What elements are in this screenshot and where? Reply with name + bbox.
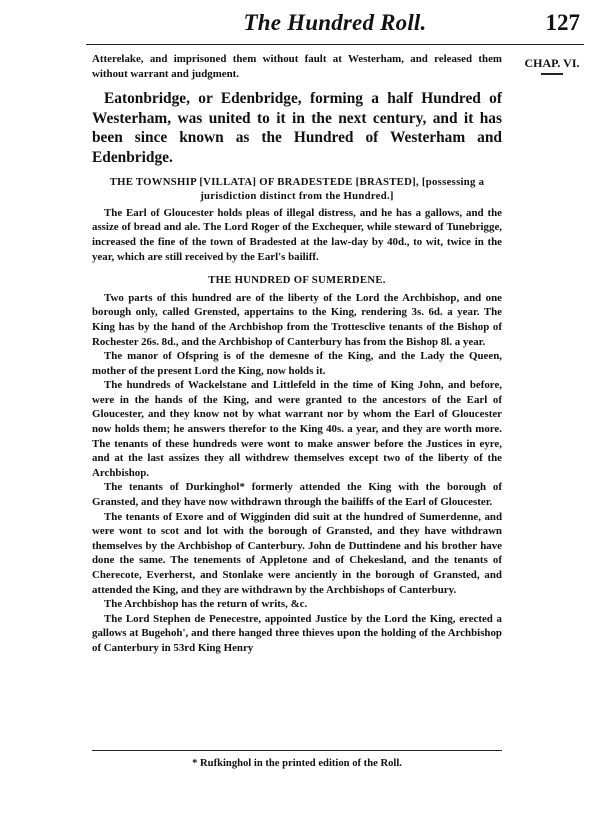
paragraph-continuation: Atterelake, and imprisoned them without fault at Westerham, and released them without warrant and judgment.	[92, 53, 502, 80]
chapter-label: CHAP. VI.	[524, 56, 580, 70]
section-heading-bradestede: THE TOWNSHIP [VILLATA] OF BRADESTEDE [BRASTED], [possessing a jurisdiction distinct from the Hundred.]	[109, 175, 485, 203]
footnote-rule	[92, 750, 502, 751]
paragraph-penecestre: The Lord Stephen de Penecestre, appointed Justice by the Lord the King, erected a gallows at Bugehoh', and there hanged three thieves upon the holding of the Archbishop of Canterbury in 53rd King Henry	[92, 612, 502, 654]
main-text	[92, 52, 502, 656]
chapter-side-note	[514, 56, 590, 75]
footnote: * Rufkinghol in the printed edition of the Roll.	[192, 758, 402, 769]
paragraph-wackelstane: The hundreds of Wackelstane and Littlefeld in the time of King John, and before, were in the hands of the King, and were granted to the ancestors of the Earl of Gloucester, and they know not by what warrant nor by whom the Earl of Gloucester now holds them; he answers therefor to the King 40s. a year, and they are worth more. The tenants of these hundreds were wont to make answer before the Justices in eyre, and at the last assizes they all withdrew themselves except two of the liberty of the Archbishop.	[92, 379, 502, 479]
paragraph-exore: The tenants of Exore and of Wigginden did suit at the hundred of Sumerdenne, and were wont to scot and lot with the borough of Gransted, and they have withdrawn themselves by the Archbishop of Canterbury. John de Duttindene and his brother have done the same. The tenements of Appletone and of Chekesland, and the tenants of Cherecote, Everherst, and Stonlake were anciently in the borough of Gransted, and attended the King, and they are withdrawn by the Archbishops of Canterbury.	[92, 510, 502, 596]
running-head	[86, 10, 584, 38]
paragraph-two-parts: Two parts of this hundred are of the liberty of the Lord the Archbishop, and one borough only, called Grensted, appertains to the King, rendering 3s. 6d. a year. The King has by the hand of the Archbishop from the Trottesclive tenants of the Bishop of Rochester 26s. 8d., and the Archbishop of Canterbury has from the Bishop 8l. a year.	[92, 291, 502, 348]
chapter-rule	[541, 73, 563, 75]
running-title: The Hundred Roll.	[243, 10, 427, 35]
header-rule	[86, 44, 584, 45]
section-heading-sumerdene: THE HUNDRED OF SUMERDENE.	[208, 274, 386, 287]
paragraph-edenbridge: Eatonbridge, or Edenbridge, forming a half Hundred of Westerham, was united to it in the next century, and it has been since known as the Hundred of Westerham and Edenbridge.	[92, 90, 502, 166]
paragraph-ofspring: The manor of Ofspring is of the demesne of the King, and the Lady the Queen, mother of the present Lord the King, now holds it.	[92, 350, 502, 377]
paragraph-return-of-writs: The Archbishop has the return of writs, &c.	[104, 598, 308, 611]
paragraph-durkinghol: The tenants of Durkinghol* formerly attended the King with the borough of Gransted, and they have now withdrawn through the bailiffs of the Earl of Gloucester.	[92, 481, 502, 509]
page-number: 127	[545, 10, 580, 35]
paragraph-earl-gloucester: The Earl of Gloucester holds pleas of illegal distress, and he has a gallows, and the assize of bread and ale. The Lord Roger of the Exchequer, while steward of Tunebrigge, increased the fine of the town of Bradested at the law-day by 40d., to wit, twice in the year, which are still received by the Earl's bailiff.	[92, 206, 502, 263]
